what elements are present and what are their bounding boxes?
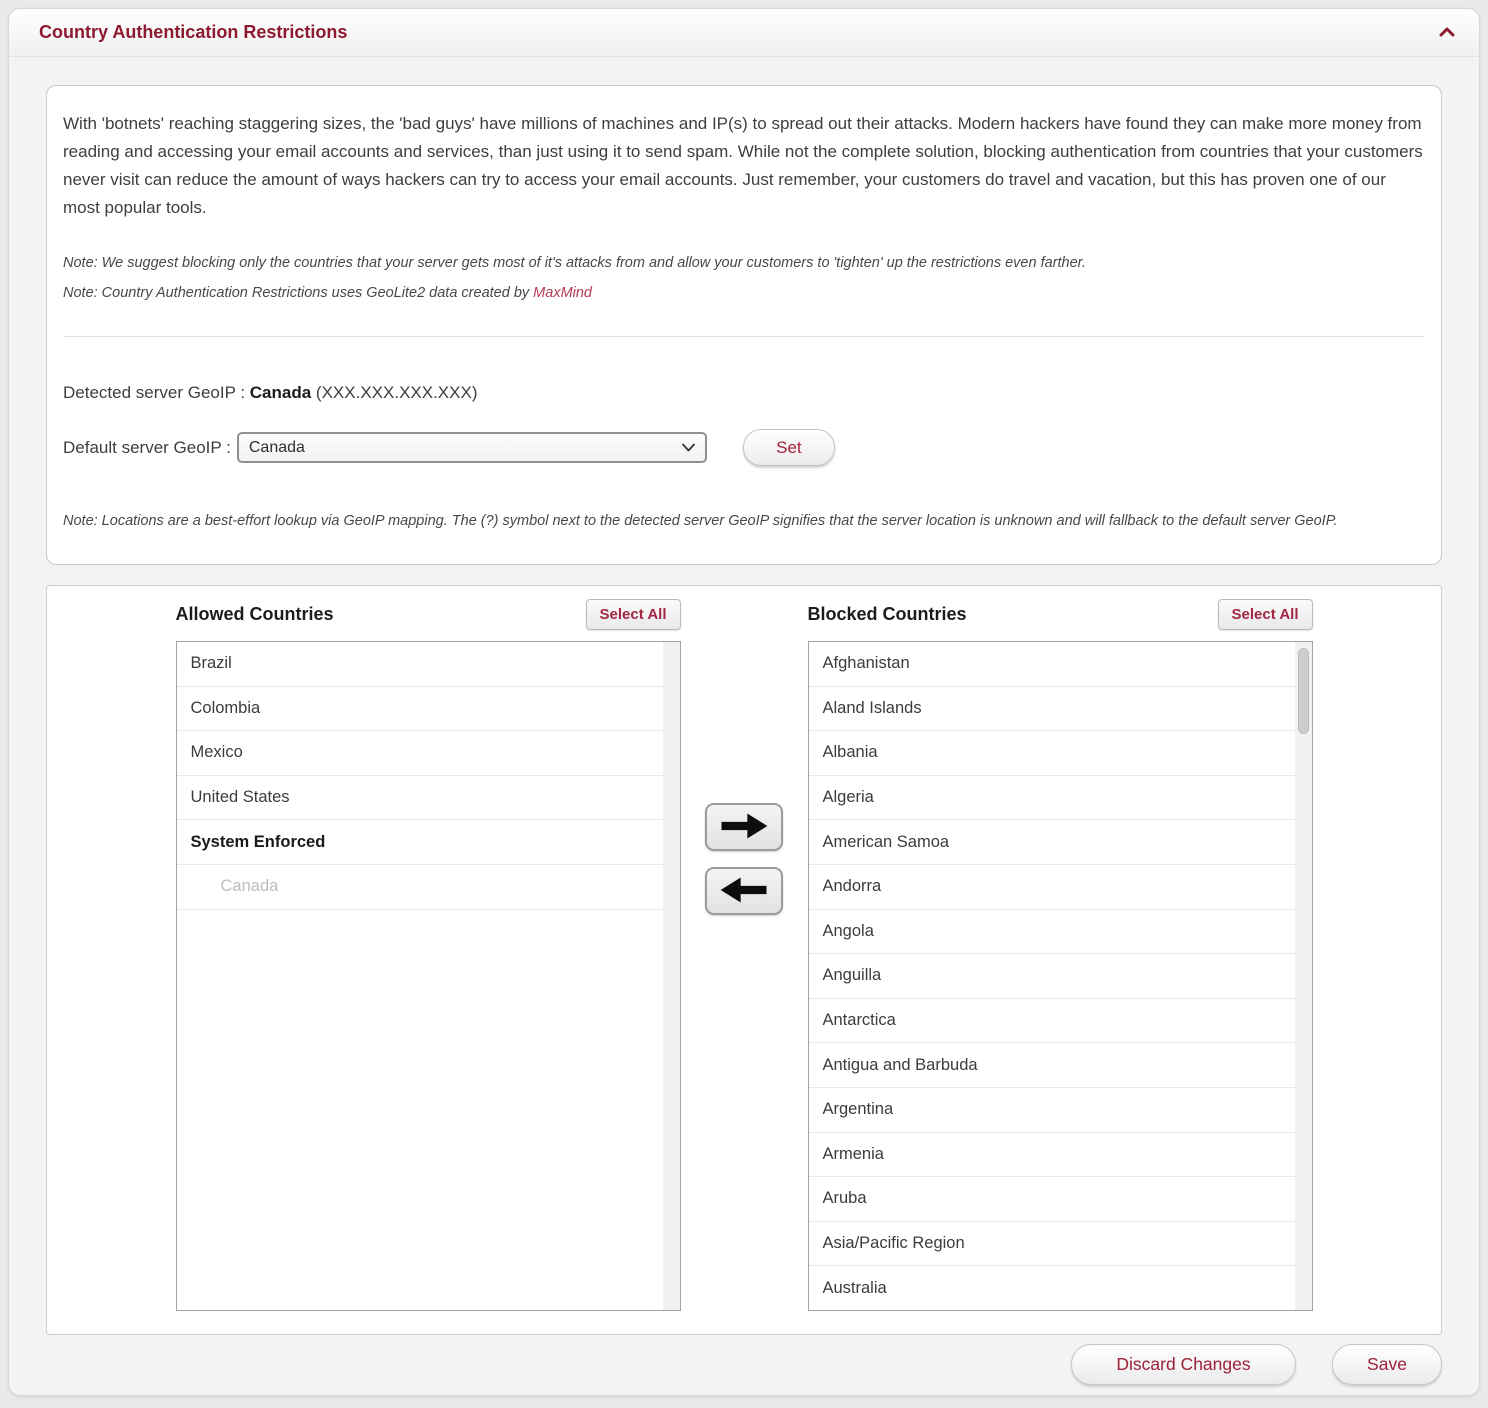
arrow-left-icon xyxy=(718,875,770,908)
list-item[interactable]: Albania xyxy=(809,731,1312,776)
allowed-select-all-button[interactable]: Select All xyxy=(586,599,681,630)
move-to-blocked-button[interactable] xyxy=(705,803,783,851)
list-item[interactable]: Argentina xyxy=(809,1088,1312,1133)
list-item[interactable]: Antigua and Barbuda xyxy=(809,1043,1312,1088)
list-item[interactable]: Anguilla xyxy=(809,954,1312,999)
blocked-countries-list[interactable] xyxy=(808,641,1313,1311)
list-item[interactable]: American Samoa xyxy=(809,820,1312,865)
list-item[interactable]: Andorra xyxy=(809,865,1312,910)
list-item[interactable]: Colombia xyxy=(177,687,680,732)
list-item[interactable]: Aland Islands xyxy=(809,687,1312,732)
description-text: With 'botnets' reaching staggering sizes, the 'bad guys' have millions of machines and IP(s) to spread out their attacks. Modern hackers have found they can make more money from reading and accessing your email accounts and services, than just using it to send spam. While not the complete solution, blocking authentication from countries that your customers never visit can reduce the amount of ways hackers can try to access your email accounts. Just remember, your customers do travel and vacation, but this has proven one of our most popular tools. xyxy=(63,114,1423,217)
system-enforced-label-row: System Enforced xyxy=(177,820,680,865)
list-item[interactable]: Afghanistan xyxy=(809,642,1312,687)
move-to-allowed-button[interactable] xyxy=(705,867,783,915)
blocked-list-scrollbar-thumb[interactable] xyxy=(1298,648,1309,734)
default-geoip-label: Default server GeoIP : xyxy=(63,437,231,457)
note-geolite-text: Note: Country Authentication Restrictions uses GeoLite2 data created by xyxy=(63,285,534,301)
blocked-countries-column xyxy=(808,598,1313,1334)
allowed-countries-title: Allowed Countries xyxy=(175,603,334,624)
default-geoip-selected-value: Canada xyxy=(248,438,305,456)
footer-actions xyxy=(46,1344,1442,1385)
notes-block xyxy=(63,248,1425,308)
page-title: Country Authentication Restrictions xyxy=(39,22,348,42)
country-auth-restrictions-panel xyxy=(8,8,1480,1396)
detected-geoip-ip: (XXX.XXX.XXX.XXX) xyxy=(311,383,478,402)
allowed-list-scrollbar[interactable] xyxy=(663,642,680,1310)
divider xyxy=(63,336,1425,337)
allowed-countries-column xyxy=(176,598,681,1334)
note-attacks: Note: We suggest blocking only the countries that your server gets most of it's attacks from and allow your customers to 'tighten' up the restrictions even farther. xyxy=(63,255,1086,271)
maxmind-link[interactable]: MaxMind xyxy=(533,285,592,301)
list-item[interactable]: Aruba xyxy=(809,1177,1312,1222)
list-item[interactable]: Australia xyxy=(809,1266,1312,1311)
chevron-up-icon xyxy=(1439,24,1455,42)
list-item[interactable]: Asia/Pacific Region xyxy=(809,1222,1312,1267)
set-button[interactable]: Set xyxy=(743,429,835,466)
note-geolite xyxy=(63,278,1425,308)
blocked-countries-title: Blocked Countries xyxy=(807,603,967,624)
note-locations: Note: Locations are a best-effort lookup via GeoIP mapping. The (?) symbol next to the detected server GeoIP signifies that the server location is unknown and will fallback to the default server GeoIP. xyxy=(63,513,1338,529)
blocked-list-scrollbar[interactable] xyxy=(1295,642,1312,1310)
list-item-system-enforced: Canada xyxy=(177,865,680,910)
collapse-panel-button[interactable] xyxy=(1439,24,1455,42)
discard-changes-button[interactable]: Discard Changes xyxy=(1071,1344,1296,1385)
list-item[interactable]: Armenia xyxy=(809,1133,1312,1178)
detected-geoip-label: Detected server GeoIP : xyxy=(63,383,250,402)
blocked-items xyxy=(809,642,1312,1311)
list-item[interactable]: Algeria xyxy=(809,776,1312,821)
list-item[interactable]: Mexico xyxy=(177,731,680,776)
allowed-items xyxy=(177,642,680,820)
country-lists-section xyxy=(46,585,1442,1335)
panel-header xyxy=(9,9,1479,57)
default-geoip-select[interactable] xyxy=(237,432,707,463)
allowed-countries-list[interactable] xyxy=(176,641,681,1311)
move-buttons-column xyxy=(681,598,808,1334)
default-geoip-row xyxy=(63,429,1425,466)
allowed-countries-header xyxy=(176,598,681,630)
blocked-select-all-button[interactable]: Select All xyxy=(1218,599,1313,630)
detected-geoip-country: Canada xyxy=(249,383,312,402)
panel-body xyxy=(9,57,1479,1385)
list-item[interactable]: Brazil xyxy=(177,642,680,687)
system-enforced-items xyxy=(177,865,680,910)
list-item[interactable]: United States xyxy=(177,776,680,821)
arrow-right-icon xyxy=(718,811,770,844)
save-button[interactable]: Save xyxy=(1332,1344,1442,1385)
list-item[interactable]: Antarctica xyxy=(809,999,1312,1044)
blocked-countries-header xyxy=(808,598,1313,630)
detected-geoip-line xyxy=(63,383,1425,403)
list-item[interactable]: Angola xyxy=(809,910,1312,955)
intro-section xyxy=(46,85,1442,565)
chevron-down-icon xyxy=(682,439,695,457)
